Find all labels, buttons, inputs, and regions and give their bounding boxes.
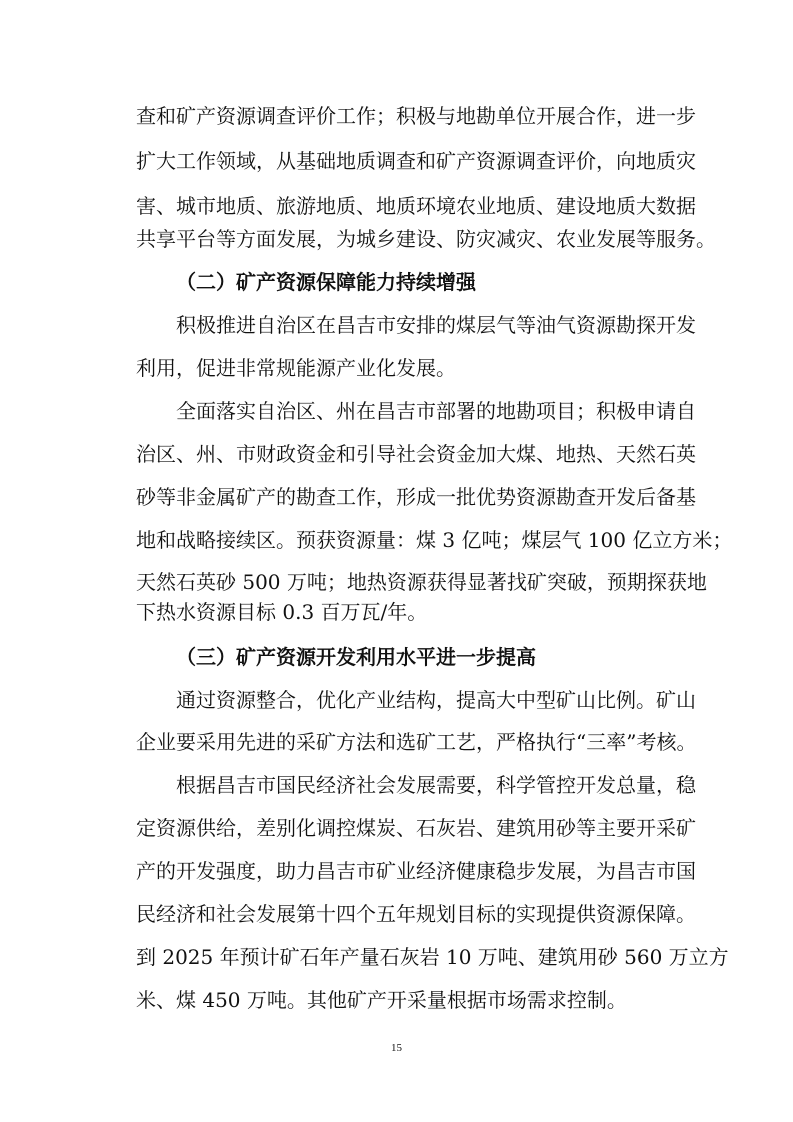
section-heading: （三）矿产资源开发利用水平进一步提高 [176,645,536,669]
text-line: 到 2025 年预计矿石年产量石灰岩 10 万吨、建筑用砂 560 万立方 [136,945,729,969]
text-line: 利用，促进非常规能源产业化发展。 [136,356,456,380]
page-number: 15 [391,1042,402,1054]
text-line: 扩大工作领域，从基础地质调查和矿产资源调查评价，向地质灾 [136,149,696,173]
text-line: 砂等非金属矿产的勘查工作，形成一批优势资源勘查开发后备基 [136,485,696,509]
text-line: 天然石英砂 500 万吨；地热资源获得显著找矿突破，预期探获地 [136,570,707,594]
text-line: 企业要采用先进的采矿方法和选矿工艺，严格执行“三率”考核。 [136,730,697,754]
text-line: 定资源供给，差别化调控煤炭、石灰岩、建筑用砂等主要开采矿 [136,816,696,840]
text-line: 全面落实自治区、州在昌吉市部署的地勘项目；积极申请自 [176,399,696,423]
text-line: 民经济和社会发展第十四个五年规划目标的实现提供资源保障。 [136,902,696,926]
text-line: 积极推进自治区在昌吉市安排的煤层气等油气资源勘探开发 [176,313,696,337]
text-line: 产的开发强度，助力昌吉市矿业经济健康稳步发展，为昌吉市国 [136,859,696,883]
text-line: 根据昌吉市国民经济社会发展需要，科学管控开发总量，稳 [176,773,696,797]
text-line: 米、煤 450 万吨。其他矿产开采量根据市场需求控制。 [136,988,627,1012]
text-line: 共享平台等方面发展，为城乡建设、防灾减灾、农业发展等服务。 [136,227,716,251]
text-line: 通过资源整合，优化产业结构，提高大中型矿山比例。矿山 [176,688,696,712]
text-line: 害、城市地质、旅游地质、地质环境农业地质、建设地质大数据 [136,194,696,218]
text-line: 下热水资源目标 0.3 百万瓦/年。 [136,600,428,624]
text-line: 查和矿产资源调查评价工作；积极与地勘单位开展合作，进一步 [136,104,696,128]
text-line: 地和战略接续区。预获资源量：煤 3 亿吨；煤层气 100 亿立方米； [136,528,733,552]
text-line: 治区、州、市财政资金和引导社会资金加大煤、地热、天然石英 [136,442,696,466]
section-heading: （二）矿产资源保障能力持续增强 [176,270,476,294]
